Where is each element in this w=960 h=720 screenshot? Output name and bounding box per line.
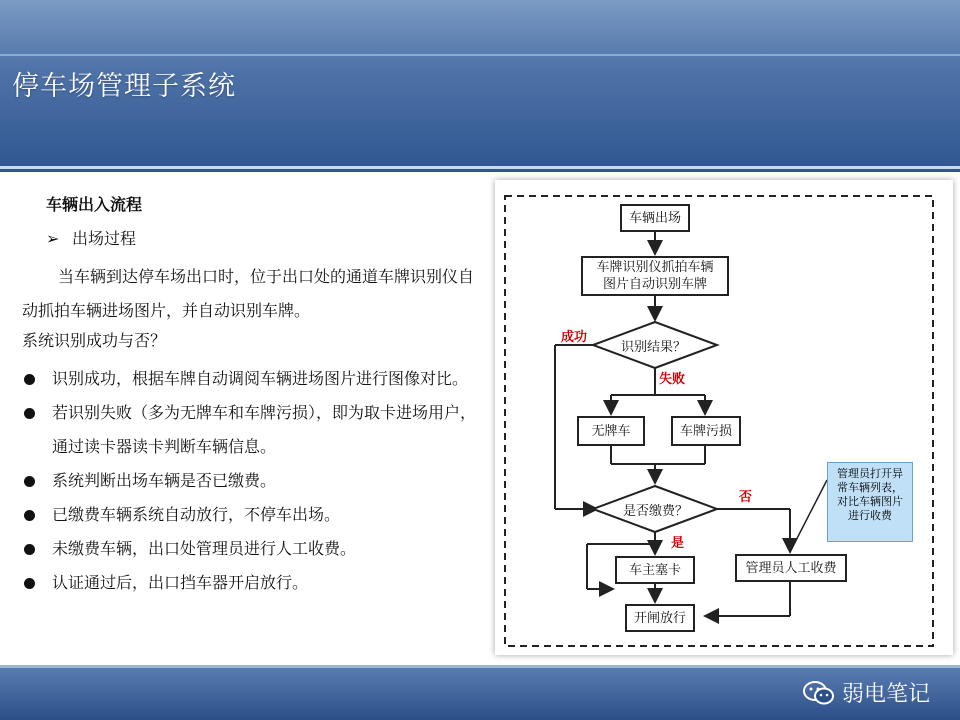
bullet-dot-icon bbox=[24, 476, 35, 487]
list-item bbox=[0, 396, 490, 464]
node-recognize-result: 识别结果？ bbox=[621, 340, 687, 355]
header-divider-top bbox=[0, 54, 960, 56]
label-fail: 失败 bbox=[659, 372, 686, 387]
subsection-label: 出场过程 bbox=[72, 229, 137, 248]
list-item-text: 系统判断出场车辆是否已缴费。 bbox=[52, 471, 277, 490]
node-plate-capture: 车牌识别仪抓拍车辆图片自动识别车牌 bbox=[581, 256, 729, 296]
node-no-plate: 无牌车 bbox=[577, 416, 645, 446]
list-item bbox=[0, 498, 490, 532]
bullet-dot-icon bbox=[24, 510, 35, 521]
brand-watermark bbox=[802, 677, 930, 708]
subsection-title bbox=[46, 226, 136, 249]
list-item bbox=[0, 532, 490, 566]
node-dirty-plate: 车牌污损 bbox=[671, 416, 741, 446]
brand-name: 弱电笔记 bbox=[841, 682, 930, 707]
page-title: 停车场管理子系统 bbox=[12, 71, 236, 102]
intro-paragraph-text: 当车辆到达停车场出口时，位于出口处的通道车牌识别仪自动抓拍车辆进场图片，并自动识别车牌。 bbox=[22, 267, 475, 320]
label-yes: 是 bbox=[671, 536, 685, 551]
label-no: 否 bbox=[739, 490, 753, 505]
bullet-dot-icon bbox=[24, 544, 35, 555]
list-item bbox=[0, 566, 490, 600]
node-owner-card: 车主塞卡 bbox=[615, 556, 695, 584]
slide-header bbox=[0, 0, 960, 172]
list-item bbox=[0, 464, 490, 498]
question-line: 系统识别成功与否？ bbox=[22, 331, 167, 350]
bullet-list bbox=[0, 362, 490, 600]
intro-paragraph bbox=[22, 260, 482, 328]
list-item bbox=[0, 362, 490, 396]
label-success: 成功 bbox=[561, 330, 588, 345]
arrow-bullet-icon: ➢ bbox=[46, 229, 60, 248]
node-open-gate: 开闸放行 bbox=[625, 604, 695, 632]
list-item-text: 认证通过后，出口挡车器开启放行。 bbox=[52, 573, 309, 592]
flowchart-figure bbox=[495, 180, 953, 655]
header-divider-bottom bbox=[0, 166, 960, 169]
line-note-pointer bbox=[790, 480, 827, 552]
footer-divider bbox=[0, 665, 960, 668]
list-item-text: 未缴费车辆，出口处管理员进行人工收费。 bbox=[52, 539, 357, 558]
node-vehicle-exit: 车辆出场 bbox=[620, 204, 690, 232]
node-manual-fee: 管理员人工收费 bbox=[735, 554, 847, 582]
list-item-text: 已缴费车辆系统自动放行，不停车出场。 bbox=[52, 505, 341, 524]
slide-footer bbox=[0, 665, 960, 720]
list-item-text: 识别成功，根据车牌自动调阅车辆进场图片进行图像对比。 bbox=[52, 369, 469, 388]
wechat-icon bbox=[802, 679, 836, 707]
node-paid-check: 是否缴费？ bbox=[623, 504, 689, 519]
section-title: 车辆出入流程 bbox=[46, 195, 143, 214]
bullet-dot-icon bbox=[24, 408, 35, 419]
bullet-dot-icon bbox=[24, 374, 35, 385]
bullet-dot-icon bbox=[24, 578, 35, 589]
note-abnormal-list: 管理员打开异常车辆列表，对比车辆图片进行收费 bbox=[827, 462, 913, 542]
list-item-text: 若识别失败（多为无牌车和车牌污损），即为取卡进场用户，通过读卡器读卡判断车辆信息。 bbox=[52, 403, 477, 456]
